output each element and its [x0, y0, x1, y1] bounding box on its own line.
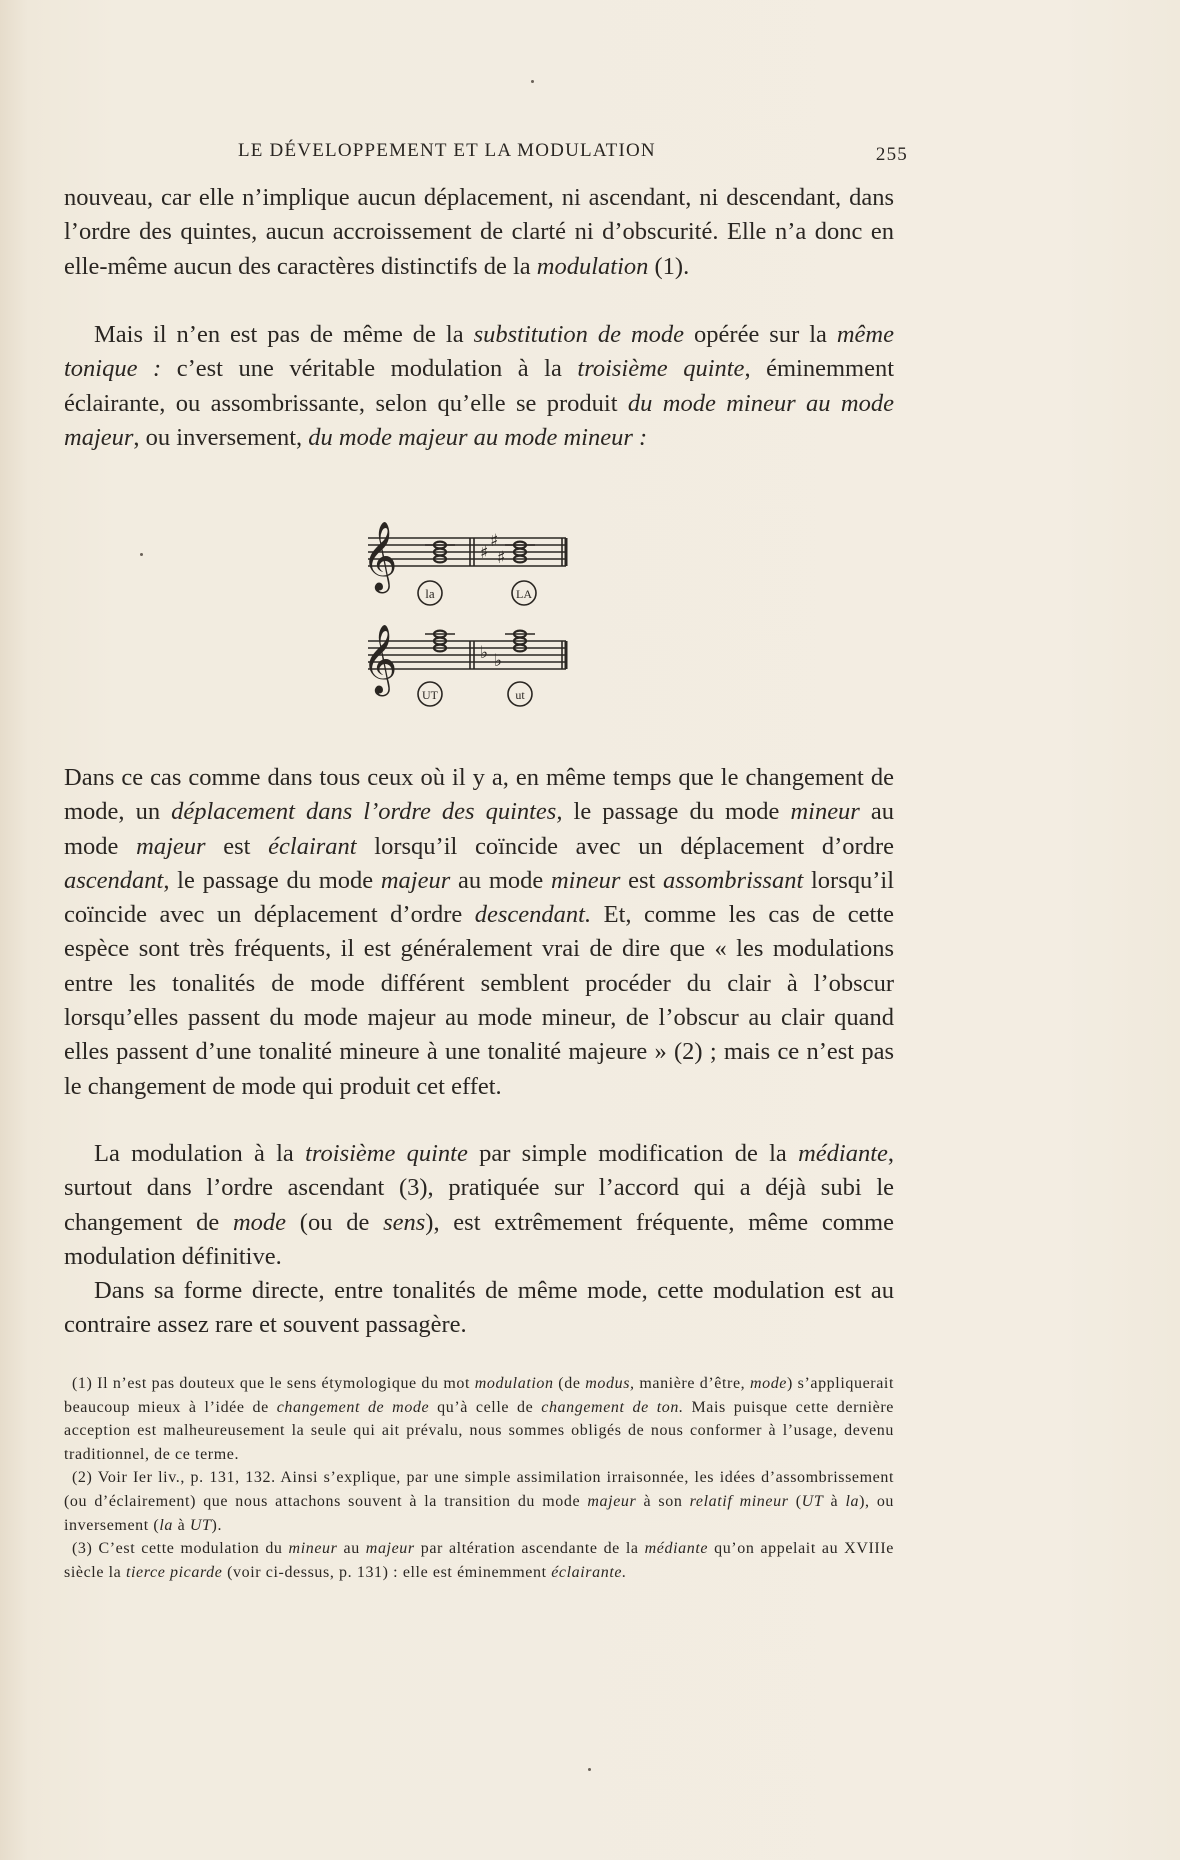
emphasis: du mode mineur au mode majeur	[64, 389, 894, 451]
flat-icon: ♭	[494, 651, 503, 671]
footnote-1	[64, 1372, 894, 1466]
paragraph-1	[64, 181, 894, 284]
text: c’est une véritable modulation à la	[161, 355, 578, 383]
text: (voir ci-dessus, p. 131) : elle est éminemment	[222, 1563, 552, 1581]
emphasis: changement de ton.	[541, 1398, 684, 1416]
text: Dans sa forme directe, entre tonalités de même mode, cette modulation est au contraire assez rare et souvent passagère.	[64, 1277, 894, 1339]
footnote-2	[64, 1466, 894, 1537]
text: , le passage du mode	[163, 866, 381, 894]
emphasis: relatif mineur	[689, 1492, 789, 1510]
emphasis: descendant.	[474, 901, 592, 929]
text: La modulation à la	[94, 1140, 306, 1167]
text: , surtout dans l’ordre ascendant (3), pratiquée sur l’accord qui a déjà subi le changement de	[64, 1140, 895, 1236]
label-circle	[512, 581, 536, 605]
running-header	[238, 140, 908, 170]
text: lorsqu’il coïncide avec un déplacement d’ordre	[356, 832, 894, 860]
text: le passage du mode	[562, 798, 791, 826]
text: nouveau, car elle n’implique aucun déplacement, ni ascendant, ni descendant, dans l’ordre des quintes, aucun accroissement de clarté ni d’obscurité. Elle n’a donc en elle-même aucun des caractères distinctifs de la	[64, 184, 894, 280]
text: (1) Il n’est pas douteux que le sens étymologique du mot	[72, 1375, 475, 1392]
text: ), est extrêmement fréquente, même comme modulation définitive.	[64, 1208, 894, 1270]
text: qu’à celle de	[429, 1398, 542, 1416]
emphasis: mode	[749, 1375, 787, 1392]
text: ), ou inversement (	[64, 1492, 895, 1534]
music-example	[340, 518, 580, 716]
footnote-3	[64, 1537, 894, 1584]
emphasis: majeur	[587, 1492, 637, 1510]
text: Mais il n’en est pas de même de la	[94, 321, 474, 348]
staff-row-2	[368, 634, 566, 669]
emphasis: modulation	[474, 1375, 554, 1392]
text: (3) C’est cette modulation du	[72, 1540, 289, 1558]
text: à son	[636, 1492, 690, 1510]
text: (	[788, 1492, 802, 1510]
emphasis: du mode majeur au mode mineur :	[308, 423, 648, 451]
emphasis: sens	[383, 1208, 426, 1236]
emphasis: mineur	[550, 866, 621, 894]
emphasis: majeur	[365, 1540, 415, 1558]
treble-clef-icon: 𝄞	[362, 624, 398, 694]
emphasis: modus,	[585, 1375, 635, 1392]
paragraph-3	[64, 761, 894, 1104]
emphasis: ascendant	[64, 866, 164, 894]
paragraph-2	[64, 318, 894, 455]
label-circle	[508, 682, 532, 706]
text: est	[205, 832, 269, 860]
emphasis: mineur	[288, 1540, 338, 1558]
emphasis: majeur	[136, 832, 206, 860]
emphasis: troisième quinte	[577, 355, 745, 383]
text: lorsqu’il coïncide avec un déplacement d’ordre	[64, 866, 894, 929]
emphasis: assombrissant	[663, 866, 804, 894]
emphasis: tierce picarde	[125, 1563, 223, 1581]
text: à	[172, 1516, 190, 1534]
key-label: la	[425, 586, 435, 601]
emphasis: changement de mode	[276, 1398, 430, 1416]
emphasis: troisième quinte	[305, 1140, 468, 1167]
emphasis: modulation	[536, 252, 649, 280]
footnotes	[64, 1372, 894, 1584]
key-label: UT	[422, 688, 438, 702]
emphasis: même tonique :	[64, 321, 894, 383]
text: qu’on appelait au XVIIIe siècle la	[64, 1540, 894, 1581]
text: (ou de	[286, 1208, 384, 1236]
text: au mode	[64, 798, 895, 860]
emphasis: majeur	[380, 866, 451, 894]
label-circle	[418, 581, 442, 605]
paragraph-4	[64, 1137, 894, 1274]
treble-clef-icon: 𝄞	[362, 521, 398, 591]
speck	[140, 553, 143, 556]
text: est	[620, 866, 664, 894]
text: à	[823, 1492, 846, 1510]
sharp-icon: ♯	[480, 543, 489, 563]
text: ) s’appliquerait beaucoup mieux à l’idée de	[64, 1375, 894, 1416]
text: (1).	[648, 252, 690, 280]
emphasis: mode	[232, 1208, 287, 1236]
emphasis: éclairant	[268, 832, 357, 860]
emphasis: la	[159, 1516, 173, 1534]
flat-icon: ♭	[480, 643, 489, 663]
emphasis: substitution de mode	[473, 321, 685, 348]
text: Mais puisque cette dernière acception est malheureusement la seule qui ait prévalu, nous sommes obligés de nous conformer à l’usage, devenu traditionnel, de ce terme.	[64, 1398, 894, 1463]
emphasis: médiante	[798, 1140, 888, 1167]
text: par simple modification de la	[467, 1140, 799, 1167]
emphasis: UT	[189, 1516, 212, 1534]
emphasis: UT	[801, 1492, 824, 1510]
text: manière d’être,	[634, 1375, 750, 1392]
staff-row-1	[368, 538, 566, 566]
text: Et, comme les cas de cette espèce sont très fréquents, il est généralement vrai de dire que « les modulations entre les tonalités de mode différent semblent procéder du clair à l’obscur lorsqu’elles passent du mode majeur au mode mineur, de l’obscur au clair quand elles passent d’une tonalité mineure à une tonalité majeure » (2) ; mais ce n’est pas le changement de mode qui produit cet effet.	[64, 901, 894, 1100]
text: ).	[211, 1516, 223, 1534]
label-circle	[418, 682, 442, 706]
text: par altération ascendante de la	[414, 1540, 645, 1558]
emphasis: éclairante.	[551, 1563, 627, 1581]
emphasis: déplacement dans l’ordre des quintes,	[171, 798, 563, 826]
key-label: ut	[515, 688, 525, 702]
emphasis: la	[845, 1492, 860, 1510]
text: (2) Voir Ier liv., p. 131, 132. Ainsi s’explique, par une simple assimilation irraisonnée, les idées d’assombrissement (ou d’éclairement) que nous attachons souvent à la transition du mode	[64, 1469, 894, 1510]
text: , éminemment éclairante, ou assombrissante, selon qu’elle se produit	[64, 355, 894, 417]
text: Dans ce cas comme dans tous ceux où il y a, en même temps que le changement de mode, un	[64, 764, 894, 826]
text: , ou inversement,	[133, 423, 309, 451]
paragraph-5	[64, 1274, 894, 1343]
text: opérée sur la	[684, 321, 837, 348]
emphasis: médiante	[644, 1540, 709, 1558]
key-label: LA	[516, 587, 532, 601]
page-number: 255	[875, 144, 908, 165]
speck	[588, 1768, 591, 1771]
sharp-icon: ♯	[497, 548, 506, 568]
text: (de	[553, 1375, 586, 1392]
text: au mode	[450, 866, 551, 894]
emphasis: mineur	[790, 798, 860, 826]
sharp-icon: ♯	[490, 531, 499, 551]
running-title: LE DÉVELOPPEMENT ET LA MODULATION	[238, 140, 656, 161]
text: au	[337, 1540, 366, 1558]
speck	[531, 80, 534, 83]
